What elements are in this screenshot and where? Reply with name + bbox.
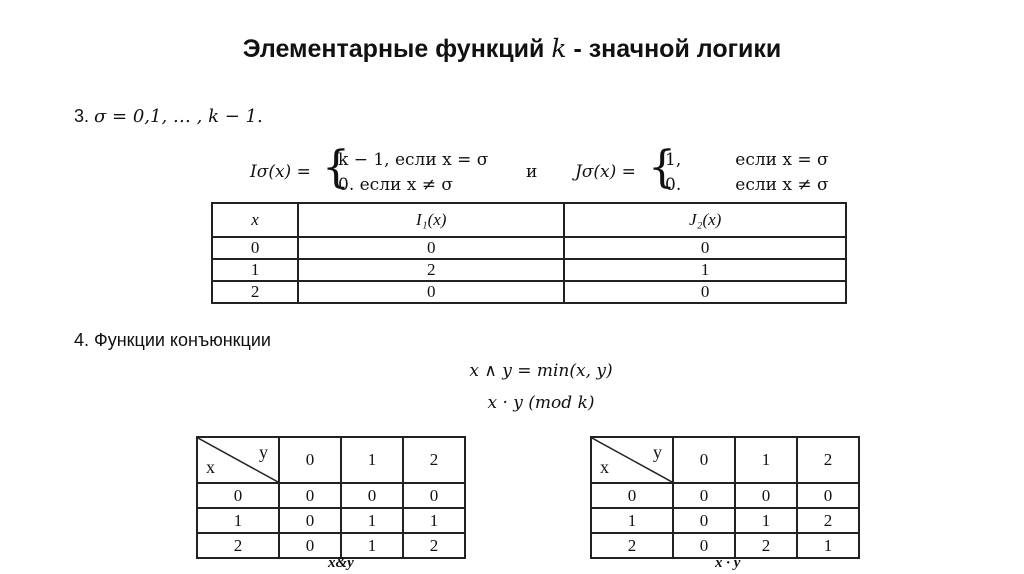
table-cell: 0 (564, 281, 846, 303)
J-sigma-lhs: Jσ(x) = (575, 162, 636, 182)
table-row (212, 259, 846, 281)
row-header: 2 (591, 533, 673, 558)
functions-table (211, 202, 847, 304)
product-table-caption: x · y (715, 555, 741, 571)
I-sigma-lhs: Iσ(x) = (250, 162, 311, 182)
row-header: 2 (197, 533, 279, 558)
table-cell: 0 (279, 533, 341, 558)
col-header: 1 (735, 437, 797, 483)
table-cell: 0 (735, 483, 797, 508)
corner-cell (197, 437, 279, 483)
header-J2: J₂(x) (564, 203, 846, 237)
header-I1: I₁(x) (298, 203, 564, 237)
table-cell: 2 (212, 281, 298, 303)
table-cell: 2 (735, 533, 797, 558)
table-cell: 0 (564, 237, 846, 259)
table-cell: 1 (403, 508, 465, 533)
I-sigma-case2: 0. если x ≠ σ (338, 175, 453, 195)
item3-label: 3. (74, 106, 90, 126)
table-row (212, 281, 846, 303)
table-cell: 2 (797, 508, 859, 533)
row-header: 1 (197, 508, 279, 533)
sigma-definition: σ = 0,1, … , k − 1. (94, 106, 263, 127)
item4-heading: 4. Функции конъюнкции (74, 330, 271, 350)
table-row (212, 237, 846, 259)
J-sigma-case2: 0. если x ≠ σ (665, 175, 829, 195)
table-cell: 1 (341, 508, 403, 533)
title-text: Элементарные функций (242, 35, 545, 63)
col-header: 0 (673, 437, 735, 483)
corner-cell (591, 437, 673, 483)
table-cell: 0 (279, 508, 341, 533)
corner-y-label: y (653, 442, 662, 462)
and-word: и (526, 162, 538, 182)
table-cell: 1 (797, 533, 859, 558)
conjunction-min-formula: x ∧ y = min(x, y) (469, 361, 613, 381)
page-title (0, 34, 1024, 64)
I-sigma-brace: { (322, 142, 350, 193)
table-cell: 0 (212, 237, 298, 259)
conjunction-product-formula: x · y (mod k) (487, 393, 595, 413)
conjunction-product-table (590, 436, 860, 559)
table-cell: 2 (403, 533, 465, 558)
table-row (197, 508, 465, 533)
corner-x-label: x (600, 457, 609, 477)
table-cell: 1 (341, 533, 403, 558)
table-cell: 1 (735, 508, 797, 533)
table-cell: 0 (403, 483, 465, 508)
title-var: k (551, 34, 567, 63)
title-suffix: - значной логики (573, 35, 782, 63)
table-cell: 0 (298, 237, 564, 259)
table-cell: 0 (673, 533, 735, 558)
item3-sigma-definition (74, 106, 263, 127)
table-header-row (212, 203, 846, 237)
conjunction-and-table (196, 436, 466, 559)
table-row (197, 483, 465, 508)
table-header-row (591, 437, 859, 483)
col-header: 1 (341, 437, 403, 483)
table-cell: 0 (341, 483, 403, 508)
table-row (591, 483, 859, 508)
table-row (591, 508, 859, 533)
row-header: 0 (591, 483, 673, 508)
header-x: x (212, 203, 298, 237)
table-cell: 0 (279, 483, 341, 508)
table-cell: 0 (797, 483, 859, 508)
table-cell: 0 (673, 508, 735, 533)
table-cell: 1 (564, 259, 846, 281)
col-header: 0 (279, 437, 341, 483)
table-cell: 1 (212, 259, 298, 281)
J-sigma-case1: 1, если x = σ (665, 150, 829, 170)
row-header: 1 (591, 508, 673, 533)
I-sigma-case1: k − 1, если x = σ (338, 150, 489, 170)
col-header: 2 (797, 437, 859, 483)
row-header: 0 (197, 483, 279, 508)
table-cell: 0 (298, 281, 564, 303)
and-table-caption: x&y (328, 555, 354, 571)
corner-x-label: x (206, 457, 215, 477)
corner-y-label: y (259, 442, 268, 462)
col-header: 2 (403, 437, 465, 483)
table-cell: 0 (673, 483, 735, 508)
J-sigma-brace: { (648, 142, 676, 193)
table-cell: 2 (298, 259, 564, 281)
table-header-row (197, 437, 465, 483)
